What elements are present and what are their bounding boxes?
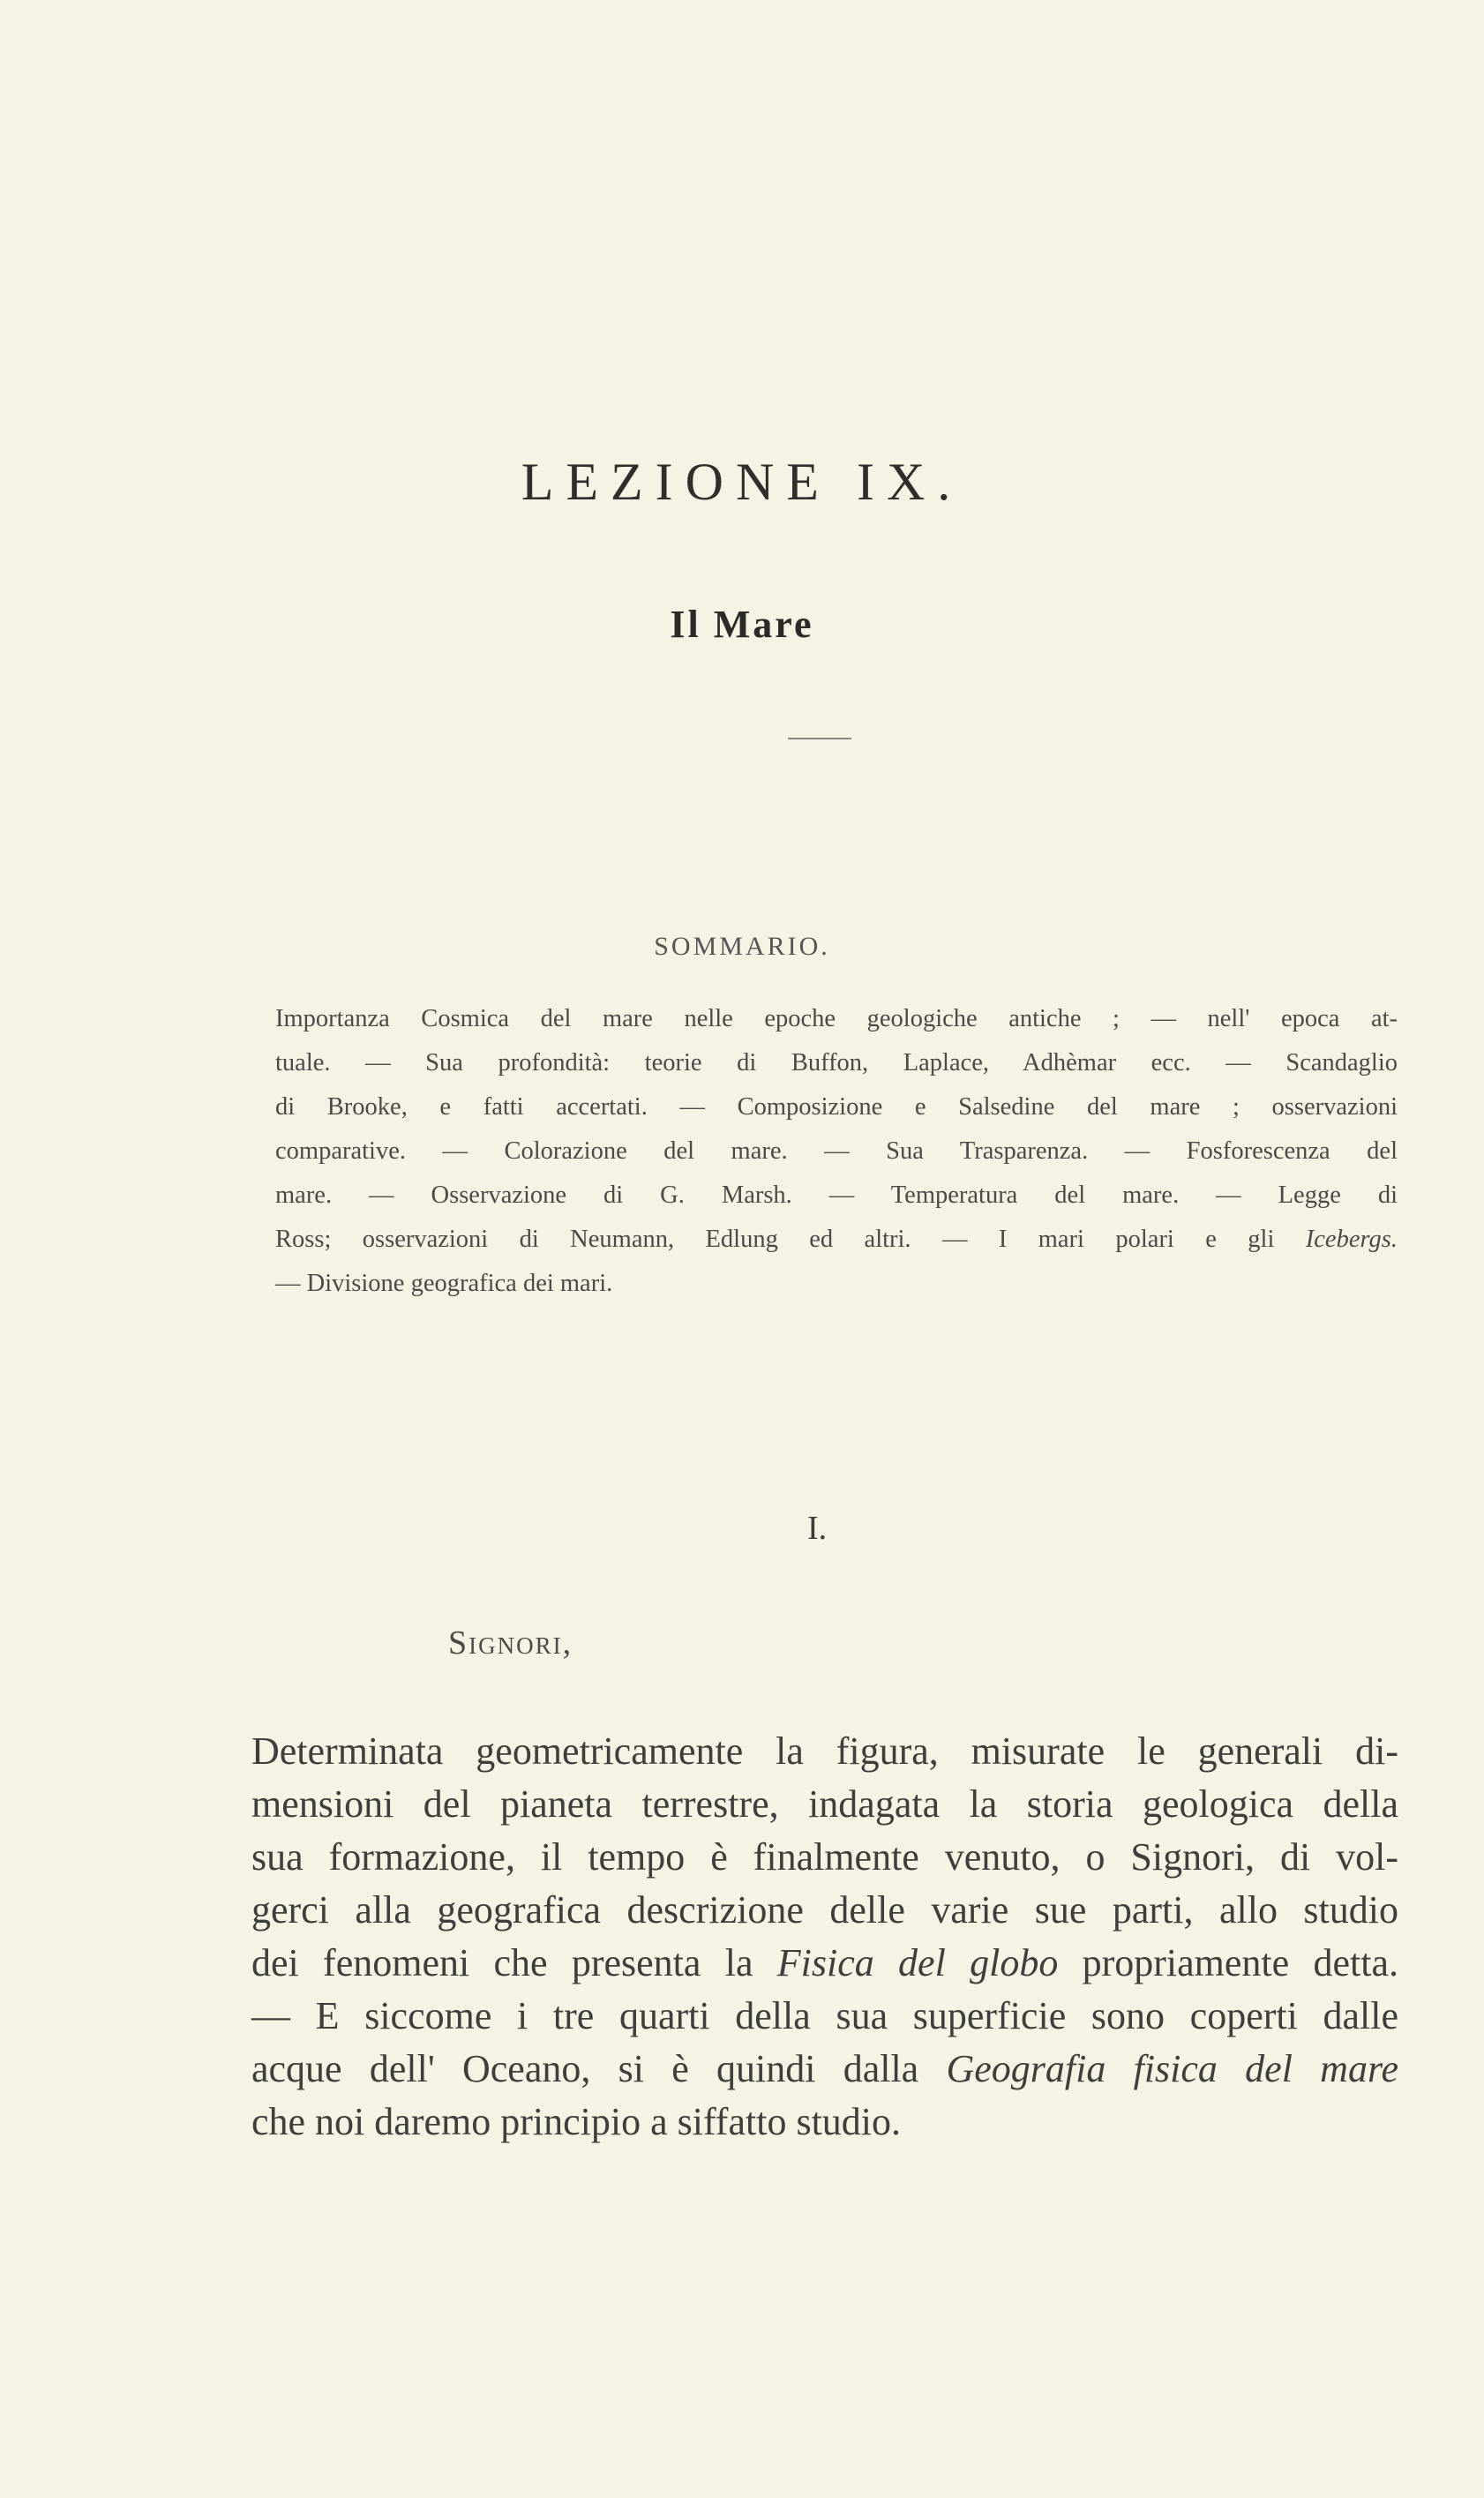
summary-italic-term: Icebergs.: [1305, 1226, 1398, 1253]
summary-heading: SOMMARIO.: [654, 932, 830, 961]
summary-line: — Divisione geografica dei mari.: [275, 1270, 613, 1297]
body-line: gerci alla geografica descrizione delle varie sue parti, allo studio: [251, 1888, 1398, 1932]
body-line-text: dei fenomeni che presenta la: [251, 1941, 777, 1984]
body-line: Determinata geometricamente la figura, misurate le generali di-: [251, 1729, 1398, 1773]
body-line: [251, 1937, 1398, 1990]
summary-line: di Brooke, e fatti accertati. — Composizione e Salsedine del mare ; osservazioni: [275, 1093, 1398, 1121]
body-line: [251, 2043, 1398, 2096]
body-line: — E siccome i tre quarti della sua superficie sono coperti dalle: [251, 1994, 1398, 2037]
section-number: I.: [807, 1510, 828, 1547]
summary-line-text: Ross; osservazioni di Neumann, Edlung ed altri. — I mari polari e gli: [275, 1226, 1306, 1253]
salutation: Signori,: [448, 1624, 573, 1662]
body-italic-term: Fisica del globo: [776, 1941, 1059, 1984]
body-line: che noi daremo principio a siffatto studio.: [251, 2100, 902, 2143]
body-line: mensioni del pianeta terrestre, indagata la storia geologica della: [251, 1782, 1398, 1826]
body-line-text: propriamente detta.: [1058, 1941, 1398, 1984]
summary-line: tuale. — Sua profondità: teorie di Buffon, Laplace, Adhèmar ecc. — Scandaglio: [275, 1049, 1398, 1076]
summary-line: Importanza Cosmica del mare nelle epoche geologiche antiche ; — nell' epoca at-: [275, 1005, 1398, 1032]
body-paragraph: [251, 1725, 1398, 2149]
summary-line: [275, 1218, 1398, 1262]
body-line-text: acque dell' Oceano, si è quindi dalla: [251, 2047, 947, 2090]
body-line: sua formazione, il tempo è finalmente venuto, o Signori, di vol-: [251, 1835, 1398, 1879]
summary-line: comparative. — Colorazione del mare. — Sua Trasparenza. — Fosforescenza del: [275, 1137, 1398, 1165]
separator-rule: [788, 738, 851, 739]
chapter-heading: LEZIONE IX.: [521, 453, 963, 511]
summary-text: [275, 997, 1398, 1306]
chapter-subtitle: Il Mare: [670, 603, 814, 646]
body-italic-term: Geografia fisica del mare: [946, 2047, 1398, 2090]
summary-line: mare. — Osservazione di G. Marsh. — Temperatura del mare. — Legge di: [275, 1181, 1398, 1209]
